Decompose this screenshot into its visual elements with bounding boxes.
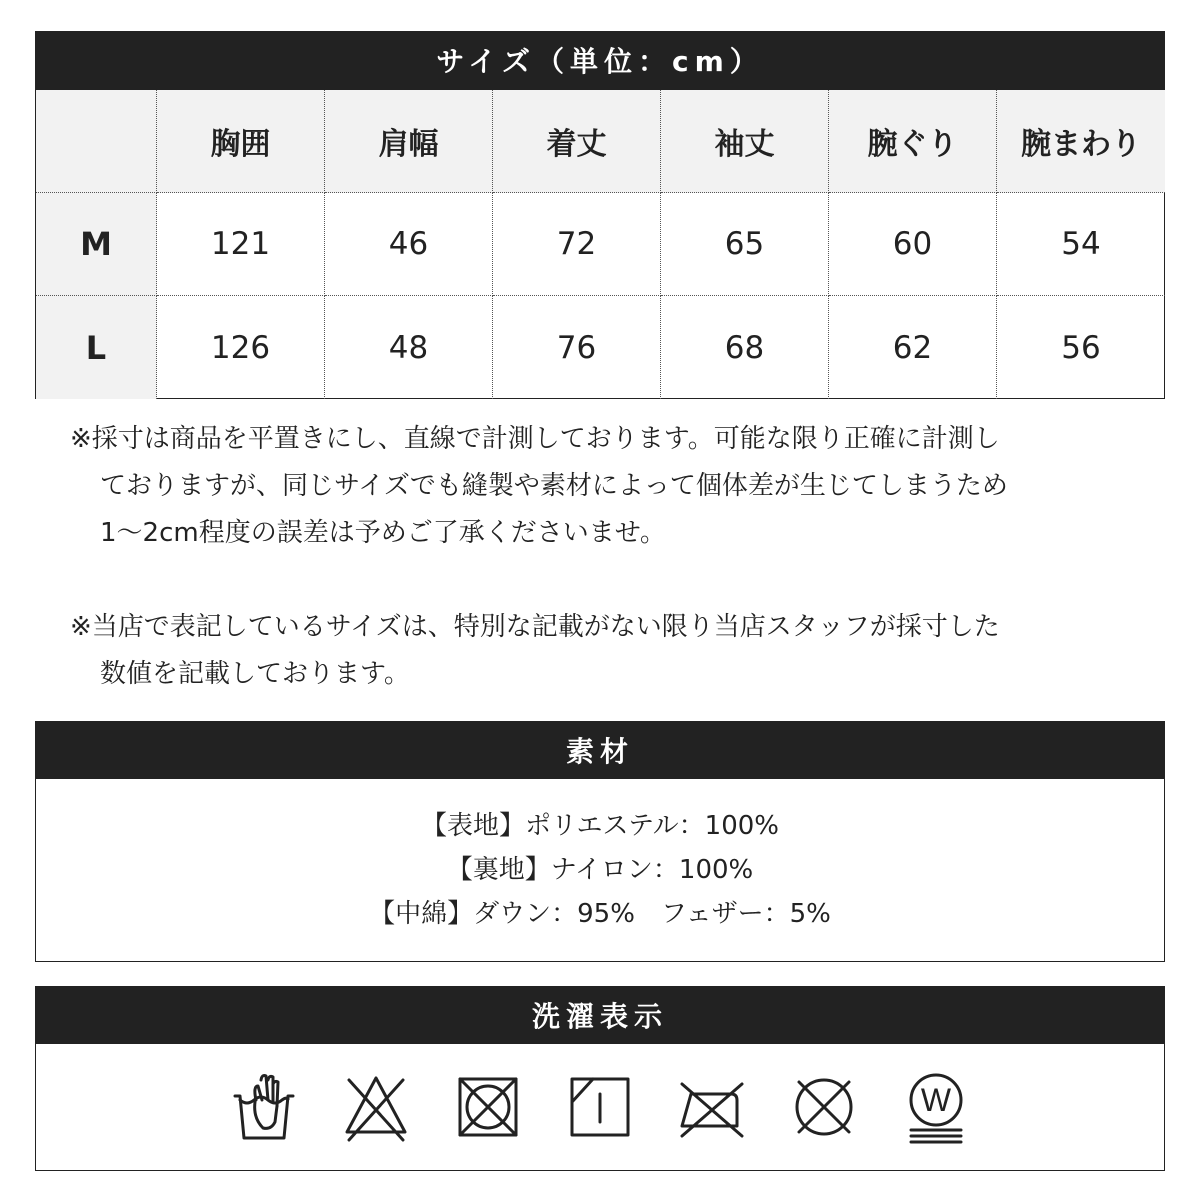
size-table [35, 89, 1165, 399]
wet-cleaning-very-mild-icon [903, 1070, 969, 1144]
table-cell: 76 [493, 296, 661, 399]
table-cell: 46 [325, 193, 493, 296]
material-section-header [35, 721, 1165, 779]
table-cell: 72 [493, 193, 661, 296]
no-bleach-icon [343, 1070, 409, 1144]
column-header-length: 着丈 [493, 90, 661, 193]
column-header-arm-circumference: 腕まわり [997, 90, 1165, 193]
care-section-header [35, 986, 1165, 1044]
note-line: 数値を記載しております。 [100, 659, 410, 689]
column-header-shoulder: 肩幅 [325, 90, 493, 193]
size-disclaimer-note [70, 604, 1150, 698]
note-line: 1～2cm程度の誤差は予めご了承くださいませ。 [100, 518, 666, 548]
column-header-chest: 胸囲 [157, 90, 325, 193]
size-section-title: サイズ（単位：cm） [436, 45, 764, 78]
table-cell: 56 [1061, 329, 1101, 366]
table-cell: 65 [661, 193, 829, 296]
line-dry-in-shade-icon [567, 1070, 633, 1144]
material-section-title: 素材 [565, 735, 634, 768]
no-tumble-dry-icon [455, 1070, 521, 1144]
measurement-note [70, 416, 1150, 557]
note-line: ※採寸は商品を平置きにし、直線で計測しております。可能な限り正確に計測し [70, 424, 1000, 454]
row-label-l: L [36, 296, 157, 399]
no-dry-clean-icon [791, 1070, 857, 1144]
no-iron-icon [679, 1070, 745, 1144]
size-section-header [35, 31, 1165, 89]
table-cell: 54 [997, 193, 1165, 296]
hand-wash-icon [231, 1070, 297, 1144]
table-cell: 62 [829, 296, 997, 399]
row-label-m: M [36, 193, 157, 296]
table-cell: 126 [157, 296, 325, 399]
note-line: ※当店で表記しているサイズは、特別な記載がない限り当店スタッフが採寸した [70, 612, 1000, 642]
note-line: ておりますが、同じサイズでも縫製や素材によって個体差が生じてしまうため [100, 471, 1008, 501]
column-header-sleeve: 袖丈 [661, 90, 829, 193]
table-corner-cell [36, 90, 157, 193]
table-cell: 60 [829, 193, 997, 296]
material-box [35, 779, 1165, 962]
table-cell: 48 [325, 296, 493, 399]
column-header-armhole: 腕ぐり [829, 90, 997, 193]
material-outer-line: 【表地】ポリエステル：100% [421, 811, 779, 841]
material-filling-line: 【中綿】ダウン：95% フェザー：5% [369, 899, 831, 929]
care-section-title: 洗濯表示 [531, 1000, 668, 1033]
table-cell: 68 [661, 296, 829, 399]
wet-clean-letter: W [920, 1082, 952, 1118]
care-symbols-box [35, 1044, 1165, 1171]
table-cell: 121 [157, 193, 325, 296]
material-lining-line: 【裏地】ナイロン：100% [446, 855, 754, 885]
